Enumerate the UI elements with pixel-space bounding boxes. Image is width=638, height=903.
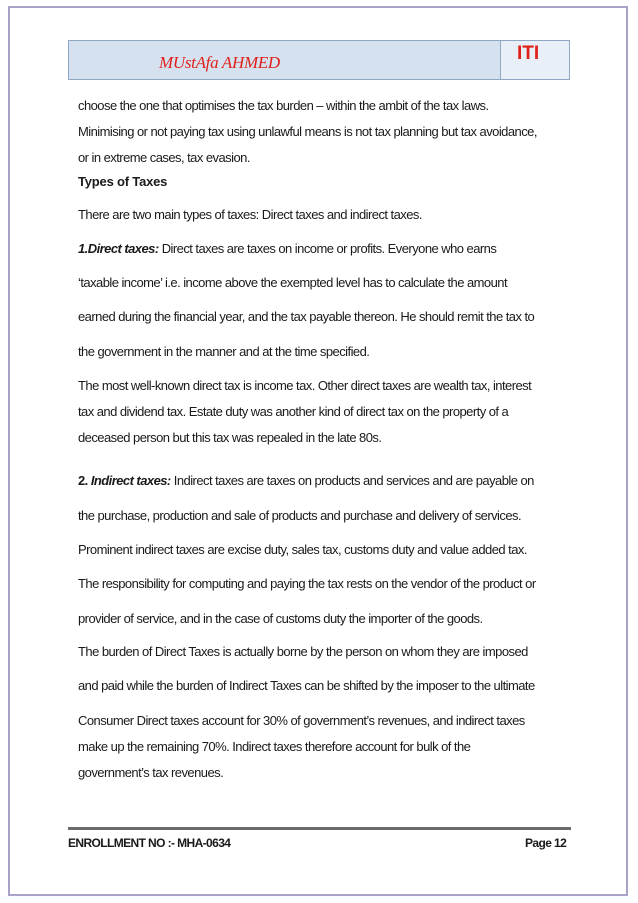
text-line: provider of service, and in the case of customs duty the importer of the goods. [78,611,483,626]
text-line: ‘taxable income’ i.e. income above the exempted level has to calculate the amount [78,275,508,290]
indirect-taxes-paragraph-start [78,473,534,488]
direct-taxes-paragraph-start [78,241,496,256]
text-run: Indirect taxes are taxes on products and services and are payable on [170,473,534,488]
text-line: earned during the financial year, and the tax payable thereon. He should remit the tax to [78,309,535,324]
text-run: Direct taxes are taxes on income or profits. Everyone who earns [158,241,497,256]
header-name-cell [69,41,500,79]
text-line: government’s tax revenues. [78,765,224,780]
header-tag-cell [500,41,569,79]
indirect-taxes-label: Indirect taxes: [90,473,171,488]
text-line: the purchase, production and sale of products and purchase and delivery of services. [78,508,522,523]
text-line: The most well-known direct tax is income tax. Other direct taxes are wealth tax, interest [78,378,532,393]
page-header [68,40,570,80]
text-line: Prominent indirect taxes are excise duty, sales tax, customs duty and value added tax. [78,542,527,557]
page-number: Page 12 [525,836,567,850]
text-line: or in extreme cases, tax evasion. [78,150,250,165]
text-line: deceased person but this tax was repealed in the late 80s. [78,430,382,445]
text-line: make up the remaining 70%. Indirect taxes therefore account for bulk of the [78,739,471,754]
text-line: tax and dividend tax. Estate duty was another kind of direct tax on the property of a [78,404,509,419]
text-line: and paid while the burden of Indirect Taxes can be shifted by the imposer to the ultimate [78,678,535,693]
page-border [8,6,628,896]
text-line: The responsibility for computing and paying the tax rests on the vendor of the product or [78,576,536,591]
section-heading: Types of Taxes [78,174,168,189]
text-line: Consumer Direct taxes account for 30% of government’s revenues, and indirect taxes [78,713,525,728]
section-number: 2. [78,473,91,488]
institute-tag: ITI [517,43,540,64]
footer-divider [68,827,571,830]
direct-taxes-label: 1.Direct taxes: [78,241,159,256]
text-line: the government in the manner and at the time specified. [78,344,370,359]
text-line: There are two main types of taxes: Direct taxes and indirect taxes. [78,207,422,222]
text-line: Minimising or not paying tax using unlawful means is not tax planning but tax avoidance, [78,124,537,139]
enrollment-number: ENROLLMENT NO :- MHA-0634 [68,836,231,850]
author-name: MUstAfa AHMED [159,53,280,72]
text-line: choose the one that optimises the tax burden – within the ambit of the tax laws. [78,98,489,113]
text-line: The burden of Direct Taxes is actually borne by the person on whom they are imposed [78,644,528,659]
